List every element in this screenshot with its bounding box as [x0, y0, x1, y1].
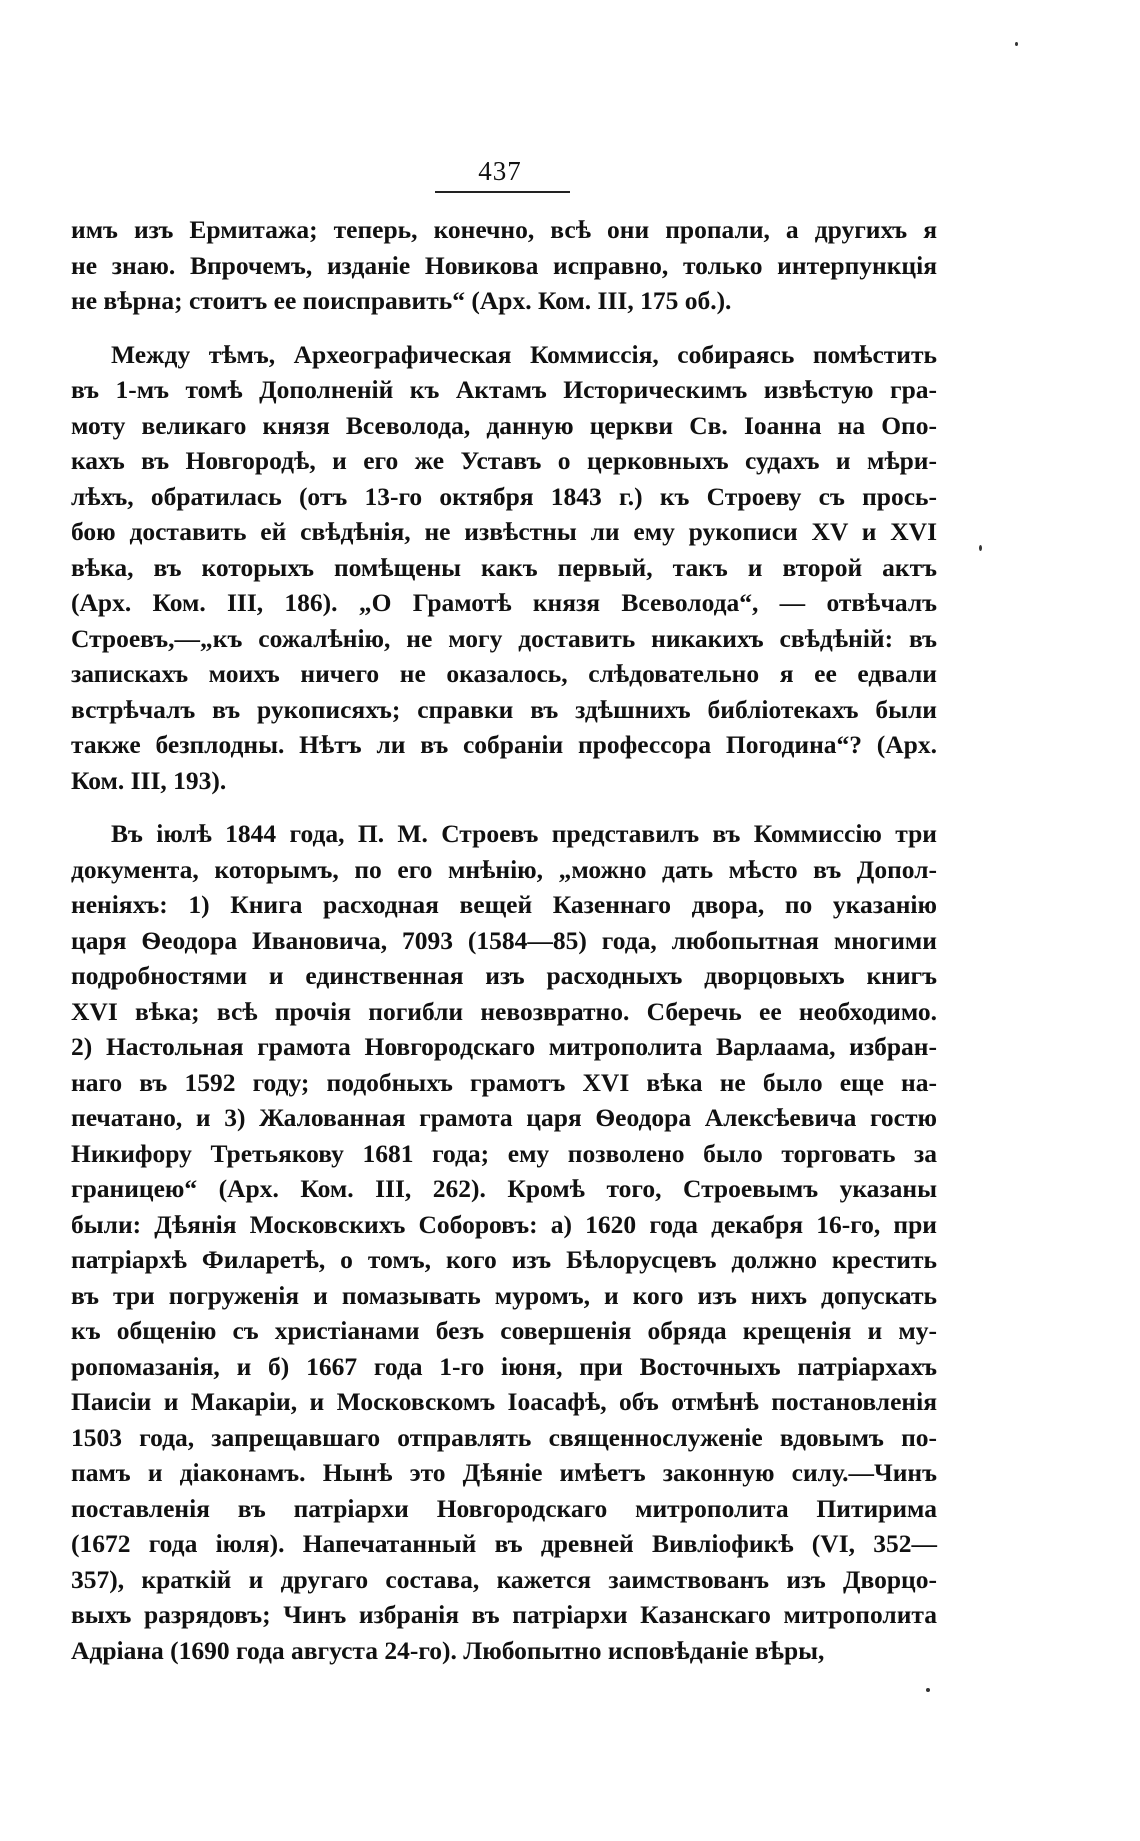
text-line: неніяхъ: 1) Книга расходная вещей Казеннаго двора, по указанію	[71, 890, 937, 919]
text-line: кахъ въ Новгородѣ, и его же Уставъ о церковныхъ судахъ и мѣри-	[71, 446, 937, 475]
text-line: (1672 года іюля). Напечатанный въ древней Вивліофикѣ (VI, 352—	[71, 1529, 937, 1558]
text-line: подробностями и единственная изъ расходныхъ дворцовыхъ книгъ	[71, 961, 937, 990]
text-line: Адріана (1690 года августа 24-го). Любопытно исповѣданіе вѣры,	[71, 1635, 825, 1665]
page-number: 437	[478, 156, 522, 186]
text-line: 1503 года, запрещавшаго отправлять священнослуженіе вдовымъ по-	[71, 1422, 937, 1452]
paragraph	[71, 212, 937, 319]
text-line: Паисіи и Макаріи, и Московскомъ Іоасафѣ, объ отмѣнѣ постановленія	[71, 1387, 937, 1416]
text-line: 2) Настольная грамота Новгородскаго митрополита Варлаама, избран-	[71, 1032, 937, 1061]
text-line: также безплодны. Нѣтъ ли въ собраніи профессора Погодина“? (Арх.	[71, 730, 937, 759]
paragraph	[71, 816, 937, 1668]
text-line: лѣхъ, обратилась (отъ 13-го октября 1843 г.) къ Строеву съ прось-	[71, 481, 937, 511]
text-line: въ три погруженія и помазывать муромъ, и кого изъ нихъ допускать	[71, 1280, 937, 1310]
text-line: не знаю. Впрочемъ, изданіе Новикова исправно, только интерпункція	[71, 250, 937, 280]
text-line: документа, которымъ, по его мнѣнію, „можно дать мѣсто въ Допол-	[71, 854, 937, 884]
text-line: Между тѣмъ, Археографическая Коммиссія, собираясь помѣстить	[111, 339, 937, 369]
text-line: Въ іюлѣ 1844 года, П. М. Строевъ представилъ въ Коммиссію три	[111, 819, 937, 848]
text-line: бою доставить ей свѣдѣнія, не извѣстны ли ему рукописи XV и XVI	[71, 517, 937, 546]
paragraph-gap	[71, 798, 937, 816]
text-line: границею“ (Арх. Ком. III, 262). Кромѣ того, Строевымъ указаны	[71, 1174, 937, 1203]
text-line: встрѣчалъ въ рукописяхъ; справки въ здѣшнихъ библіотекахъ были	[71, 694, 937, 724]
text-line: XVI вѣка; всѣ прочія погибли невозвратно. Сберечь ее необходимо.	[71, 996, 937, 1026]
text-line: выхъ разрядовъ; Чинъ избранія въ патріархи Казанскаго митрополита	[71, 1600, 937, 1629]
text-line: не вѣрна; стоитъ ее поисправить“ (Арх. Ком. III, 175 об.).	[71, 286, 732, 315]
text-line: памъ и діаконамъ. Нынѣ это Дѣяніе имѣетъ законную силу.—Чинъ	[71, 1458, 937, 1487]
text-line: 357), краткій и другаго состава, кажется заимствованъ изъ Дворцо-	[71, 1564, 937, 1594]
text-line: Строевъ,—„къ сожалѣнію, не могу доставить никакихъ свѣдѣній: въ	[71, 623, 937, 653]
text-line: къ общенію съ христіанами безъ совершенія обряда крещенія и му-	[71, 1316, 937, 1345]
text-line: царя Ѳеодора Ивановича, 7093 (1584—85) года, любопытная многими	[71, 925, 937, 955]
scan-speck	[979, 545, 982, 551]
text-line: патріархѣ Филаретѣ, о томъ, кого изъ Бѣлорусцевъ должно крестить	[71, 1245, 937, 1274]
text-line: вѣка, въ которыхъ помѣщены какъ первый, такъ и второй актъ	[71, 552, 937, 582]
text-line: въ 1-мъ томѣ Дополненій къ Актамъ Историческимъ извѣстую гра-	[71, 375, 937, 404]
paragraph-gap	[71, 319, 937, 337]
text-line: были: Дѣянія Московскихъ Соборовъ: а) 1620 года декабря 16-го, при	[71, 1209, 937, 1239]
text-line: наго въ 1592 году; подобныхъ грамотъ XVI вѣка не было еще на-	[71, 1067, 937, 1097]
text-line: (Арх. Ком. III, 186). „О Грамотѣ князя Всеволода“, — отвѣчалъ	[71, 588, 937, 617]
text-line: Ком. III, 193).	[71, 765, 227, 795]
scan-speck	[926, 1688, 930, 1692]
text-line: запискахъ моихъ ничего не оказалось, слѣдовательно я ее едвали	[71, 659, 937, 688]
text-line: моту великаго князя Всеволода, данную церкви Св. Іоанна на Опо-	[71, 410, 937, 440]
page-number-rule	[435, 191, 570, 193]
paragraph	[71, 337, 937, 799]
text-line: Никифору Третьякову 1681 года; ему позволено было торговать за	[71, 1138, 937, 1168]
text-line: поставленія въ патріархи Новгородскаго митрополита Питирима	[71, 1493, 937, 1523]
text-line: имъ изъ Ермитажа; теперь, конечно, всѣ они пропали, а другихъ я	[71, 215, 937, 244]
text-line: печатано, и 3) Жалованная грамота царя Ѳеодора Алексѣевича гостю	[71, 1103, 937, 1132]
scan-speck	[1015, 42, 1018, 46]
text-line: ропомазанія, и б) 1667 года 1-го іюня, при Восточныхъ патріархахъ	[71, 1351, 937, 1381]
body-text	[71, 212, 937, 1668]
